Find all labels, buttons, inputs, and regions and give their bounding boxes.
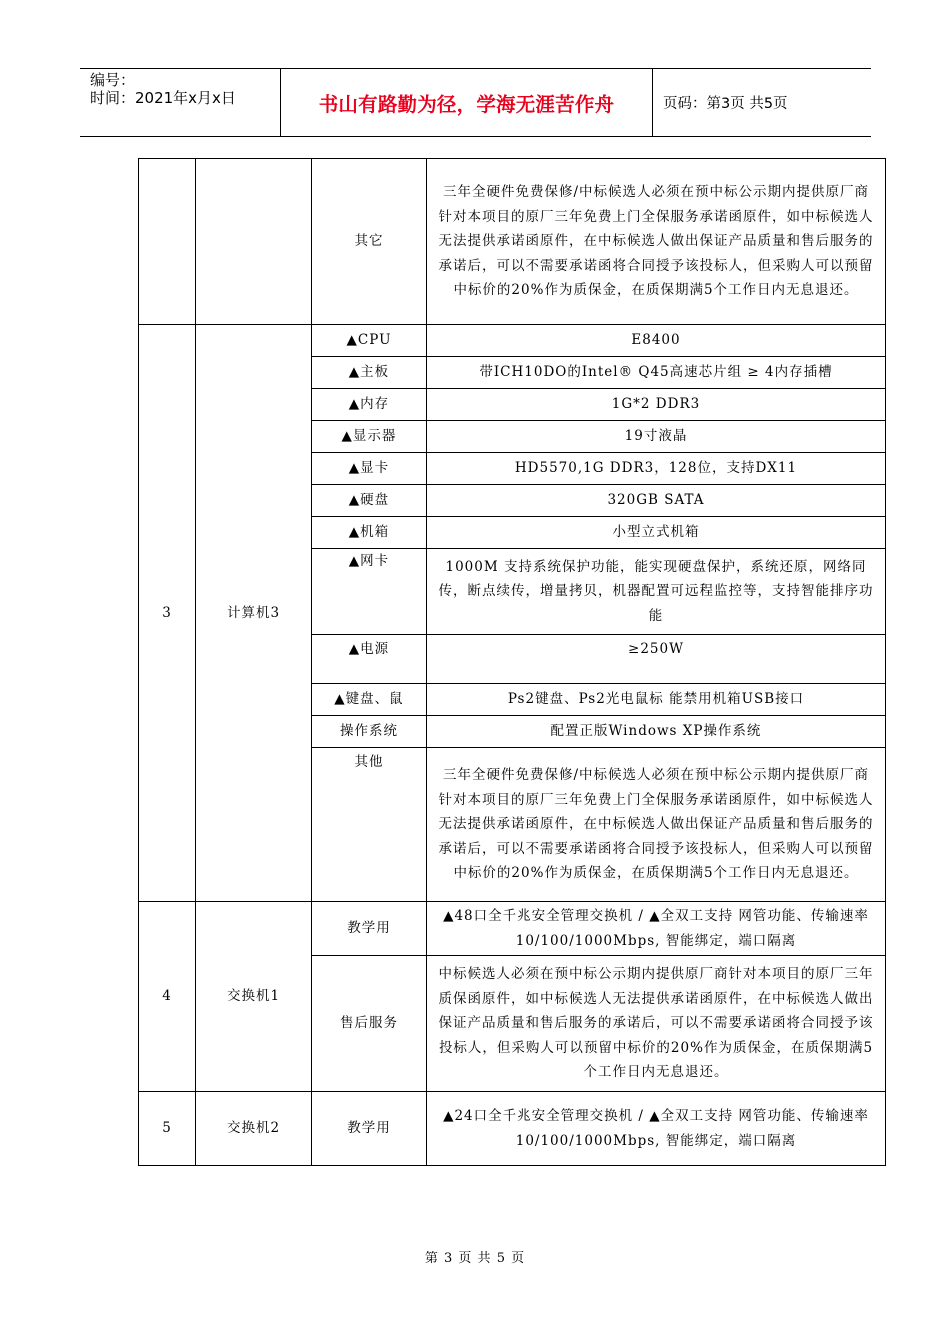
item-label: ▲内存 <box>312 389 427 421</box>
row-number: 5 <box>139 1092 196 1166</box>
row-number: 4 <box>139 902 196 1092</box>
item-label: ▲显示器 <box>312 421 427 453</box>
header-page-number: 页码：第3页 共5页 <box>663 96 788 112</box>
row-name: 交换机2 <box>196 1092 312 1166</box>
header-meta <box>80 69 281 136</box>
item-value: 带ICH10DO的Intel® Q45高速芯片组 ≥ 4内存插槽 <box>427 357 886 389</box>
item-label: ▲机箱 <box>312 517 427 549</box>
row-number: 3 <box>139 325 196 902</box>
document-date: 时间：2021年x月x日 <box>90 89 236 107</box>
item-label: 其他 <box>312 748 427 902</box>
item-value: 320GB SATA <box>427 485 886 517</box>
item-value: 小型立式机箱 <box>427 517 886 549</box>
item-label: ▲主板 <box>312 357 427 389</box>
table-row <box>139 325 886 357</box>
item-label: ▲硬盘 <box>312 485 427 517</box>
document-number: 编号： <box>90 71 136 89</box>
item-label: ▲CPU <box>312 325 427 357</box>
item-value: E8400 <box>427 325 886 357</box>
item-value: ▲24口全千兆安全管理交换机 / ▲全双工支持 网管功能、传输速率10/100/1000Mbps, 智能绑定，端口隔离 <box>427 1092 886 1166</box>
item-label: 教学用 <box>312 1092 427 1166</box>
row-name-cell <box>196 159 312 325</box>
header-motto: 书山有路勤为径，学海无涯苦作舟 <box>281 69 653 136</box>
item-label: ▲网卡 <box>312 549 427 635</box>
table-row <box>139 1092 886 1166</box>
item-value: ≥250W <box>427 635 886 684</box>
item-value: ▲48口全千兆安全管理交换机 / ▲全双工支持 网管功能、传输速率10/100/1000Mbps, 智能绑定，端口隔离 <box>427 902 886 956</box>
row-name: 计算机3 <box>196 325 312 902</box>
item-value: Ps2键盘、Ps2光电鼠标 能禁用机箱USB接口 <box>427 684 886 716</box>
page-header <box>80 68 871 137</box>
item-label: ▲电源 <box>312 635 427 684</box>
item-value: 1000M 支持系统保护功能，能实现硬盘保护，系统还原，网络同传，断点续传，增量拷贝，机器配置可远程监控等，支持智能排序功能 <box>427 549 886 635</box>
row-name: 交换机1 <box>196 902 312 1092</box>
item-label: 其它 <box>312 159 427 325</box>
page-footer: 第 3 页 共 5 页 <box>424 1251 526 1266</box>
item-description: 三年全硬件免费保修/中标候选人必须在预中标公示期内提供原厂商针对本项目的原厂三年免费上门全保服务承诺函原件，如中标候选人无法提供承诺函原件，在中标候选人做出保证产品质量和售后服务的承诺后，可以不需要承诺函将合同授予该投标人，但采购人可以预留中标价的20%作为质保金，在质保期满5个工作日内无息退还。 <box>427 159 886 325</box>
item-value: 19寸液晶 <box>427 421 886 453</box>
item-label: ▲显卡 <box>312 453 427 485</box>
item-value: 配置正版Windows XP操作系统 <box>427 716 886 748</box>
item-label: 操作系统 <box>312 716 427 748</box>
row-number-cell <box>139 159 196 325</box>
item-label: 教学用 <box>312 902 427 956</box>
item-value: HD5570,1G DDR3，128位，支持DX11 <box>427 453 886 485</box>
item-value: 三年全硬件免费保修/中标候选人必须在预中标公示期内提供原厂商针对本项目的原厂三年免费上门全保服务承诺函原件，如中标候选人无法提供承诺函原件，在中标候选人做出保证产品质量和售后服务的承诺后，可以不需要承诺函将合同授予该投标人，但采购人可以预留中标价的20%作为质保金，在质保期满5个工作日内无息退还。 <box>427 748 886 902</box>
item-value: 1G*2 DDR3 <box>427 389 886 421</box>
item-value: 中标候选人必须在预中标公示期内提供原厂商针对本项目的原厂三年质保函原件，如中标候选人无法提供承诺函原件，在中标候选人做出保证产品质量和售后服务的承诺后，可以不需要承诺函将合同授予该投标人，但采购人可以预留中标价的20%作为质保金，在质保期满5个工作日内无息退还。 <box>427 956 886 1092</box>
item-label: ▲键盘、鼠 <box>312 684 427 716</box>
table-row <box>139 159 886 325</box>
table-row <box>139 902 886 956</box>
spec-table <box>138 158 886 1166</box>
item-label: 售后服务 <box>312 956 427 1092</box>
